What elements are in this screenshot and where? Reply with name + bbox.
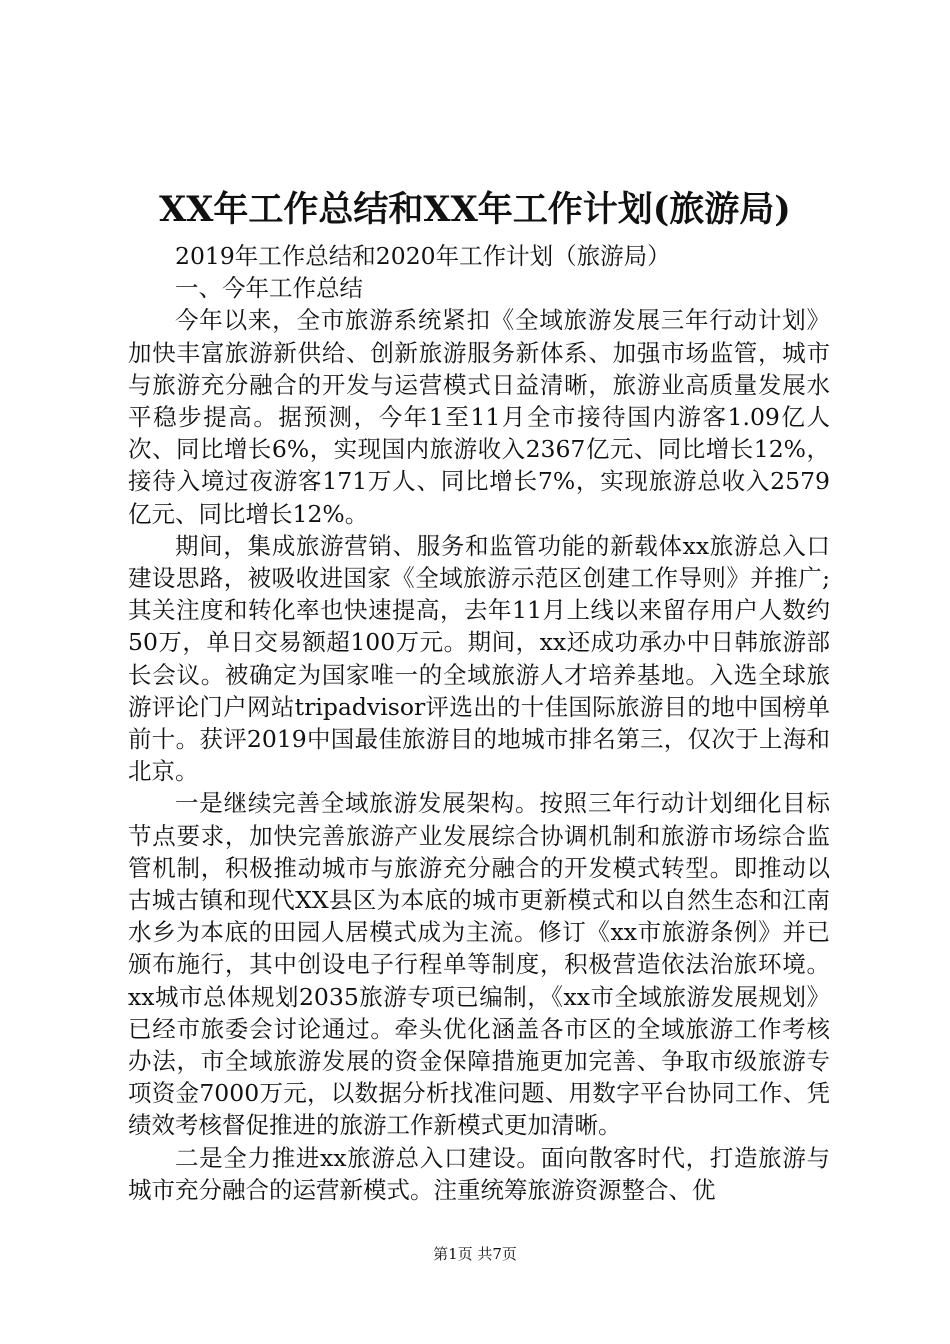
- paragraph: 二是全力推进xx旅游总入口建设。面向散客时代，打造旅游与城市充分融合的运营新模式。注重统筹旅游资源整合、优: [128, 1143, 830, 1204]
- document-subtitle: 2019年工作总结和2020年工作计划（旅游局）: [175, 242, 671, 270]
- paragraph: 期间，集成旅游营销、服务和监管功能的新载体xx旅游总入口建设思路，被吸收进国家《全域旅游示范区创建工作导则》并推广;其关注度和转化率也快速提高，去年11月上线以来留存用户人数约50万，单日交易额超100万元。期间，xx还成功承办中日韩旅游部长会议。被确定为国家唯一的全域旅游人才培养基地。入选全球旅游评论门户网站tripadvisor评选出的十佳国际旅游目的地中国榜单前十。获评2019中国最佳旅游目的地城市排名第三，仅次于上海和北京。: [128, 531, 830, 786]
- page-footer: 第1页 共7页: [433, 1245, 517, 1263]
- document-body: [128, 240, 830, 1206]
- document-title: XX年工作总结和XX年工作计划(旅游局): [159, 189, 791, 230]
- paragraph: 今年以来，全市旅游系统紧扣《全域旅游发展三年行动计划》加快丰富旅游新供给、创新旅游服务新体系、加强市场监管，城市与旅游充分融合的开发与运营模式日益清晰，旅游业高质量发展水平稳步提高。据预测，今年1至11月全市接待国内游客1.09亿人次、同比增长6%，实现国内旅游收入2367亿元、同比增长12%，接待入境过夜游客171万人、同比增长7%，实现旅游总收入2579亿元、同比增长12%。: [128, 306, 830, 528]
- paragraph: 一是继续完善全域旅游发展架构。按照三年行动计划细化目标节点要求，加快完善旅游产业发展综合协调机制和旅游市场综合监管机制，积极推动城市与旅游充分融合的开发模式转型。即推动以古城古镇和现代XX县区为本底的城市更新模式和以自然生态和江南水乡为本底的田园人居模式成为主流。修订《xx市旅游条例》并已颁布施行，其中创设电子行程单等制度，积极营造依法治旅环境。xx城市总体规划2035旅游专项已编制，《xx市全域旅游发展规划》已经市旅委会讨论通过。牵头优化涵盖各市区的全域旅游工作考核办法，市全域旅游发展的资金保障措施更加完善、争取市级旅游专项资金7000万元，以数据分析找准问题、用数字平台协同工作、凭绩效考核督促推进的旅游工作新模式更加清晰。: [128, 789, 830, 1140]
- section-heading: 一、今年工作总结: [175, 274, 363, 303]
